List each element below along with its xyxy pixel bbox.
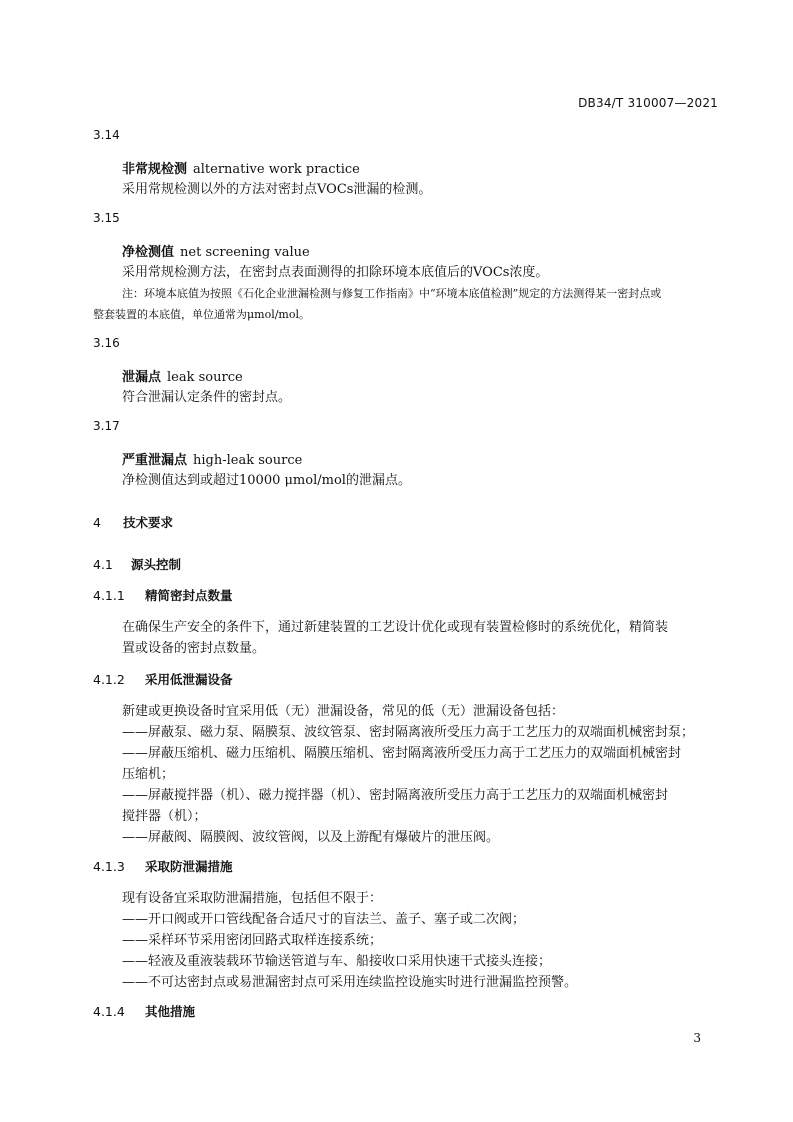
list-item: ——屏蔽搅拌器（机）、磁力搅拌器（机）、密封隔离液所受压力高于工艺压力的双端面机械密封 — [122, 788, 669, 803]
term-line — [122, 158, 360, 177]
subsection-title: 源头控制 — [131, 557, 182, 572]
section-number: 4 — [93, 515, 101, 530]
subsection-number: 4.1.3 — [93, 859, 125, 874]
page-number: 3 — [693, 1031, 701, 1045]
term-cn: 严重泄漏点 — [122, 453, 188, 468]
list-item-continuation: 压缩机； — [122, 767, 175, 782]
term-cn: 净检测值 — [122, 245, 175, 260]
paragraph-line: 新建或更换设备时宜采用低（无）泄漏设备，常见的低（无）泄漏设备包括： — [122, 704, 565, 719]
subsection-heading — [93, 857, 233, 875]
term-line — [122, 366, 243, 385]
note-line: 整套装置的本底值，单位通常为μmol/mol。 — [93, 308, 310, 321]
list-item-continuation: 搅拌器（机）； — [122, 809, 207, 824]
list-item: ——开口阀或开口管线配备合适尺寸的盲法兰、盖子、塞子或二次阀； — [122, 912, 526, 927]
term-cn: 泄漏点 — [122, 370, 162, 385]
paragraph-line: 置或设备的密封点数量。 — [122, 641, 266, 656]
subsection-number: 4.1.4 — [93, 1004, 125, 1019]
term-en: leak source — [167, 370, 243, 385]
list-item: ——屏蔽阀、隔膜阀、波纹管阀，以及上游配有爆破片的泄压阀。 — [122, 830, 500, 845]
list-item: ——不可达密封点或易泄漏密封点可采用连续监控设施实时进行泄漏监控预警。 — [122, 975, 578, 990]
clause-number: 3.14 — [93, 128, 120, 142]
clause-number: 3.17 — [93, 419, 120, 433]
paragraph-line: 现有设备宜采取防泄漏措施，包括但不限于： — [122, 891, 383, 906]
subsection-title: 采用低泄漏设备 — [145, 672, 233, 687]
list-item: ——屏蔽压缩机、磁力压缩机、隔膜压缩机、密封隔离液所受压力高于工艺压力的双端面机械密封 — [122, 746, 682, 761]
paragraph-line: 在确保生产安全的条件下，通过新建装置的工艺设计优化或现有装置检修时的系统优化，精简装 — [122, 620, 669, 635]
term-cn: 非常规检测 — [122, 162, 188, 177]
subsection-title: 采取防泄漏措施 — [145, 859, 233, 874]
subsection-number: 4.1 — [93, 557, 113, 572]
clause-number: 3.15 — [93, 211, 120, 225]
term-line — [122, 241, 310, 260]
subsection-title: 精简密封点数量 — [145, 588, 233, 603]
list-item: ——屏蔽泵、磁力泵、隔膜泵、波纹管泵、密封隔离液所受压力高于工艺压力的双端面机械密封泵； — [122, 725, 695, 740]
term-en: net screening value — [180, 245, 310, 260]
section-title: 技术要求 — [123, 515, 174, 530]
subsection-heading — [93, 670, 233, 688]
term-line — [122, 449, 302, 468]
document-id: DB34/T 310007—2021 — [578, 96, 718, 110]
note-line: 注：环境本底值为按照《石化企业泄漏检测与修复工作指南》中“环境本底值检测”规定的方法测得某一密封点或 — [122, 287, 662, 300]
definition: 采用常规检测方法，在密封点表面测得的扣除环境本底值后的VOCs浓度。 — [122, 265, 549, 280]
subsection-heading — [93, 1002, 195, 1020]
subsection-title: 其他措施 — [145, 1004, 196, 1019]
clause-number: 3.16 — [93, 336, 120, 350]
term-en: high-leak source — [193, 453, 303, 468]
definition: 采用常规检测以外的方法对密封点VOCs泄漏的检测。 — [122, 182, 432, 197]
list-item: ——采样环节采用密闭回路式取样连接系统； — [122, 933, 383, 948]
term-en: alternative work practice — [193, 162, 360, 177]
subsection-heading — [93, 555, 181, 573]
subsection-number: 4.1.1 — [93, 588, 125, 603]
section-heading — [93, 513, 173, 531]
subsection-number: 4.1.2 — [93, 672, 125, 687]
definition: 净检测值达到或超过10000 μmol/mol的泄漏点。 — [122, 473, 411, 488]
definition: 符合泄漏认定条件的密封点。 — [122, 390, 292, 405]
list-item: ——轻液及重液装载环节输送管道与车、船接收口采用快速干式接头连接； — [122, 954, 552, 969]
subsection-heading — [93, 586, 233, 604]
